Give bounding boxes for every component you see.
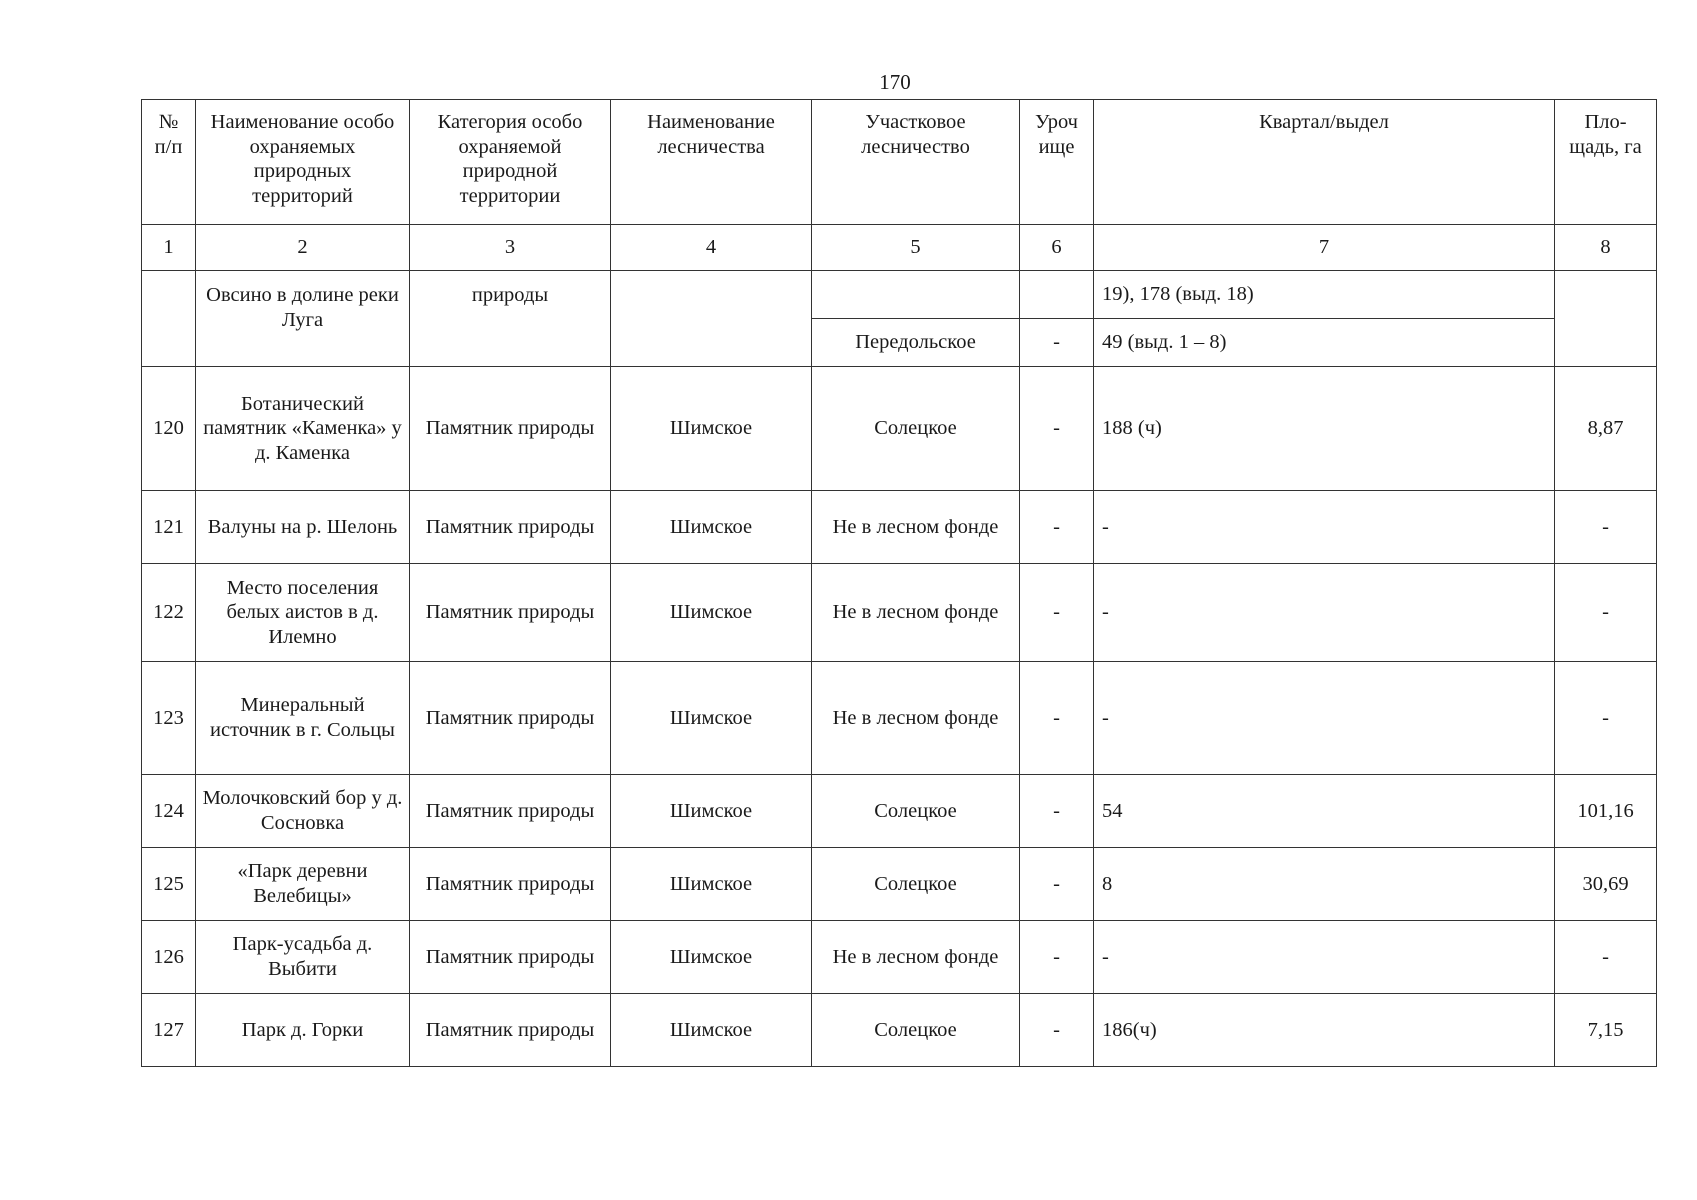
table-cell-area: - (1555, 491, 1657, 564)
table-row (142, 848, 1657, 921)
table-cell-district: Солецкое (812, 775, 1020, 848)
table-cell-district: Передольское (812, 319, 1020, 367)
col-header-forestry: Наименование лесничества (611, 100, 812, 225)
table-cell-forestry: Шимское (611, 662, 812, 775)
table-row (142, 662, 1657, 775)
table-cell-area: 8,87 (1555, 367, 1657, 491)
table-cell-num: 123 (142, 662, 196, 775)
col-header-category: Категория особо охраняемой природной территории (410, 100, 611, 225)
table-cell-area: - (1555, 564, 1657, 662)
col-header-tract: Уроч ище (1020, 100, 1094, 225)
column-number: 7 (1094, 225, 1555, 271)
col-header-area: Пло-щадь, га (1555, 100, 1657, 225)
table-cell-district: Не в лесном фонде (812, 662, 1020, 775)
col-header-name: Наименование особо охраняемых природных территорий (196, 100, 410, 225)
table-cell-quarter: - (1094, 564, 1555, 662)
table-cell-num: 127 (142, 994, 196, 1067)
table-cell-num (142, 271, 196, 367)
table-cell-quarter: 188 (ч) (1094, 367, 1555, 491)
table-cell-tract: - (1020, 491, 1094, 564)
column-number: 3 (410, 225, 611, 271)
column-number: 8 (1555, 225, 1657, 271)
table-cell-district (812, 271, 1020, 319)
header-row (142, 100, 1657, 225)
table-row (142, 921, 1657, 994)
table-cell-name: Место поселения белых аистов в д. Илемно (196, 564, 410, 662)
table-cell-forestry: Шимское (611, 994, 812, 1067)
table-cell-num: 124 (142, 775, 196, 848)
table-cell-forestry: Шимское (611, 921, 812, 994)
table-cell-name: Молочковский бор у д. Сосновка (196, 775, 410, 848)
table-cell-area: 30,69 (1555, 848, 1657, 921)
table-cell-district: Не в лесном фонде (812, 921, 1020, 994)
table-cell-district: Не в лесном фонде (812, 564, 1020, 662)
table-cell-tract: - (1020, 367, 1094, 491)
table-cell-quarter: - (1094, 662, 1555, 775)
table-cell-quarter: - (1094, 921, 1555, 994)
col-header-quarter: Квартал/выдел (1094, 100, 1555, 225)
table-cell-forestry: Шимское (611, 564, 812, 662)
column-number: 5 (812, 225, 1020, 271)
column-number: 6 (1020, 225, 1094, 271)
table-cell-quarter: 49 (выд. 1 – 8) (1094, 319, 1555, 367)
page-number: 170 (879, 70, 911, 94)
table-cell-name: Овсино в долине реки Луга (196, 271, 410, 367)
table-cell-num: 121 (142, 491, 196, 564)
table-row (142, 367, 1657, 491)
table-cell-forestry: Шимское (611, 848, 812, 921)
table-cell-district: Солецкое (812, 848, 1020, 921)
table-cell-name: Парк д. Горки (196, 994, 410, 1067)
table-cell-name: «Парк деревни Велебицы» (196, 848, 410, 921)
table-row (142, 994, 1657, 1067)
table-row (142, 775, 1657, 848)
table-row (142, 564, 1657, 662)
table-cell-category: Памятник природы (410, 564, 611, 662)
table-cell-category: Памятник природы (410, 775, 611, 848)
table-cell-forestry: Шимское (611, 491, 812, 564)
table-cell-name: Валуны на р. Шелонь (196, 491, 410, 564)
table-cell-area: - (1555, 662, 1657, 775)
table-cell-tract: - (1020, 564, 1094, 662)
table-cell-tract: - (1020, 775, 1094, 848)
protected-areas-table (141, 99, 1657, 1067)
column-number: 1 (142, 225, 196, 271)
table-cell-num: 120 (142, 367, 196, 491)
table-cell-category: Памятник природы (410, 367, 611, 491)
table-row (142, 491, 1657, 564)
table-cell-quarter: - (1094, 491, 1555, 564)
table-cell-district: Не в лесном фонде (812, 491, 1020, 564)
column-number: 2 (196, 225, 410, 271)
table-cell-tract: - (1020, 662, 1094, 775)
table-cell-quarter: 54 (1094, 775, 1555, 848)
table-cell-category: Памятник природы (410, 662, 611, 775)
table-cell-num: 126 (142, 921, 196, 994)
table-cell-district: Солецкое (812, 994, 1020, 1067)
table-cell-area (1555, 271, 1657, 367)
table-cell-category: Памятник природы (410, 848, 611, 921)
table-cell-tract (1020, 271, 1094, 319)
table-cell-area: 101,16 (1555, 775, 1657, 848)
table-cell-name: Минеральный источник в г. Сольцы (196, 662, 410, 775)
table-cell-district: Солецкое (812, 367, 1020, 491)
table-cell-num: 122 (142, 564, 196, 662)
table-cell-category: Памятник природы (410, 921, 611, 994)
table-cell-category: Памятник природы (410, 491, 611, 564)
column-number-row (142, 225, 1657, 271)
table-cell-quarter: 186(ч) (1094, 994, 1555, 1067)
table-cell-tract: - (1020, 319, 1094, 367)
continued-row (142, 271, 1657, 319)
table-cell-name: Парк-усадьба д. Выбити (196, 921, 410, 994)
table-cell-num: 125 (142, 848, 196, 921)
table-cell-category: природы (410, 271, 611, 367)
table-cell-area: 7,15 (1555, 994, 1657, 1067)
table-cell-tract: - (1020, 848, 1094, 921)
col-header-district: Участковое лесничество (812, 100, 1020, 225)
table-cell-quarter: 8 (1094, 848, 1555, 921)
column-number: 4 (611, 225, 812, 271)
table-cell-forestry (611, 271, 812, 367)
table-cell-category: Памятник природы (410, 994, 611, 1067)
table-cell-name: Ботанический памятник «Каменка» у д. Каменка (196, 367, 410, 491)
table-cell-area: - (1555, 921, 1657, 994)
col-header-num: № п/п (142, 100, 196, 225)
table-cell-tract: - (1020, 994, 1094, 1067)
table-cell-tract: - (1020, 921, 1094, 994)
table-cell-quarter: 19), 178 (выд. 18) (1094, 271, 1555, 319)
table-cell-forestry: Шимское (611, 367, 812, 491)
table-cell-forestry: Шимское (611, 775, 812, 848)
